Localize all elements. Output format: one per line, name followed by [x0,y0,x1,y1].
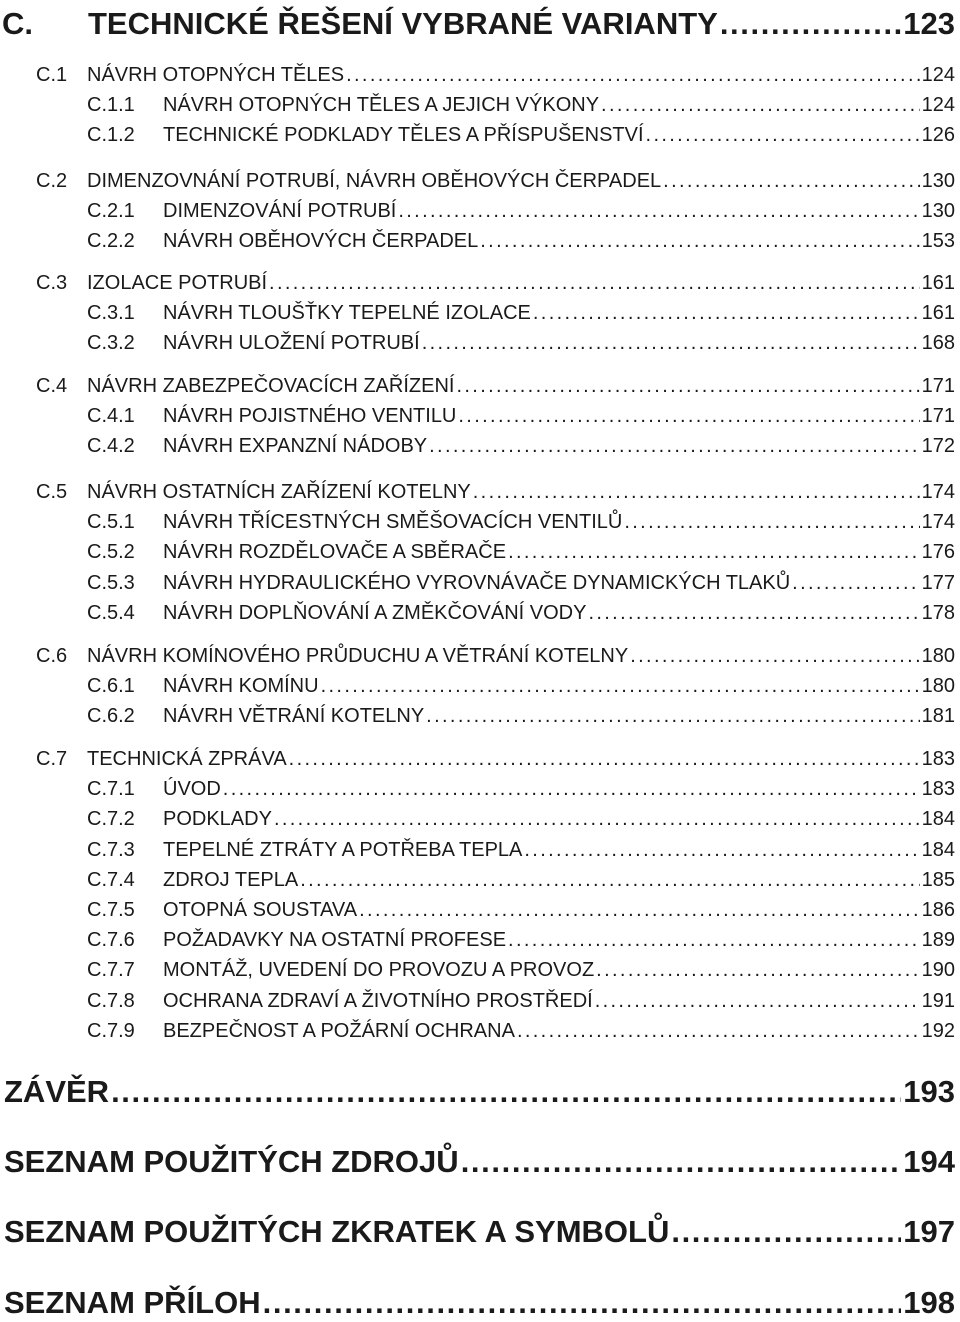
toc-entry-title: PODKLADY [163,808,272,831]
toc-entry-number: C.5.3 [87,571,135,594]
toc-page-number: 130 [921,170,955,192]
toc-page-number: 174 [921,511,955,534]
toc-entry-number: C.3.2 [87,332,135,355]
toc-entry-title: NÁVRH KOMÍNOVÉHO PRŮDUCHU A VĚTRÁNÍ KOTELNY [87,645,629,667]
toc-page-number: 171 [921,405,955,428]
toc-entry-number: C.2.2 [87,230,135,253]
dot-leader [359,899,920,922]
toc-entry-title: NÁVRH OTOPNÝCH TĚLES A JEJICH VÝKONY [163,94,600,117]
toc-subsection-row[interactable] [0,541,955,564]
toc-section-row[interactable] [0,748,955,771]
dot-leader [508,541,920,564]
toc-subsection-row[interactable] [0,511,955,534]
toc-entry-title: BEZPEČNOST A POŽÁRNÍ OCHRANA [163,1019,515,1042]
toc-entry-title: ZÁVĚR [4,1074,110,1109]
toc-backmatter-row[interactable] [0,1074,955,1110]
toc-page-number: 172 [921,435,955,458]
toc-subsection-row[interactable] [0,200,955,223]
toc-entry-title: NÁVRH TLOUŠŤKY TEPELNÉ IZOLACE [163,302,531,325]
toc-entry-number: C.4.2 [87,435,135,458]
toc-page-number: 191 [921,989,955,1012]
dot-leader [720,6,901,42]
toc-subsection-row[interactable] [0,405,955,428]
toc-entry-number: C.7.5 [87,899,135,921]
toc-page-number: 178 [921,601,955,624]
toc-page-number: 176 [921,541,955,564]
dot-leader [223,778,920,801]
toc-subsection-row[interactable] [0,899,955,922]
toc-subsection-row[interactable] [0,572,955,595]
dot-leader [517,1020,920,1043]
dot-leader [269,272,920,295]
toc-page-number: 126 [921,124,955,147]
dot-leader [398,200,919,223]
toc-entry-number: C.6.2 [87,705,135,728]
dot-leader [346,64,920,87]
toc-subsection-row[interactable] [0,94,955,117]
toc-entry-number: C.7.1 [87,778,135,801]
dot-leader [663,170,919,193]
toc-entry-title: POŽADAVKY NA OSTATNÍ PROFESE [163,929,507,952]
toc-entry-number: C.3 [36,272,68,294]
dot-leader [300,869,919,892]
toc-entry-title: SEZNAM PŘÍLOH [4,1285,261,1320]
toc-section-row[interactable] [0,64,955,87]
toc-entry-number: C.6.1 [87,675,135,698]
toc-entry-title: ÚVOD [163,778,221,801]
toc-subsection-row[interactable] [0,959,955,982]
toc-subsection-row[interactable] [0,1020,955,1043]
toc-page-number: 124 [921,64,955,86]
toc-entry-number: C.7 [36,748,68,770]
toc-page-number: 177 [921,571,955,594]
toc-page-number: 186 [921,899,955,921]
toc-entry-title: TECHNICKÁ ZPRÁVA [87,748,287,770]
toc-page-number: 171 [921,375,955,397]
toc-entry-title: TEPELNÉ ZTRÁTY A POTŘEBA TEPLA [163,838,523,861]
toc-entry-title: OTOPNÁ SOUSTAVA [163,899,358,921]
toc-entry-number: C.2.1 [87,200,135,223]
dot-leader [646,124,920,147]
toc-page-number: 181 [921,705,955,728]
toc-subsection-row[interactable] [0,230,955,253]
toc-entry-title: NÁVRH KOMÍNU [163,675,319,698]
toc-section-row[interactable] [0,481,955,504]
toc-page-number: 174 [921,481,955,503]
toc-page-number: 185 [921,868,955,891]
toc-entry-number: C.7.2 [87,808,135,831]
toc-subsection-row[interactable] [0,602,955,625]
toc-entry-number: C.5.1 [87,511,135,534]
toc-page-number: 180 [921,675,955,698]
dot-leader [289,748,920,771]
toc-page-number: 168 [921,332,955,355]
toc-backmatter-row[interactable] [0,1144,955,1180]
toc-page-number: 161 [921,272,955,294]
dot-leader [458,405,919,428]
toc-entry-number: C.7.4 [87,868,135,891]
toc-section-row[interactable] [0,272,955,295]
toc-page-number: 183 [921,748,955,770]
dot-leader [533,302,920,325]
toc-subsection-row[interactable] [0,808,955,831]
toc-section-row[interactable] [0,645,955,668]
toc-page-number: 193 [903,1074,955,1109]
dot-leader [422,332,920,355]
dot-leader [473,481,920,504]
dot-leader [429,435,920,458]
toc-entry-number: C.5.2 [87,541,135,564]
toc-entry-title: NÁVRH ULOŽENÍ POTRUBÍ [163,332,420,355]
toc-page-number: 153 [921,230,955,253]
dot-leader [263,1285,902,1321]
toc-page-number: 130 [921,200,955,223]
toc-entry-title: NÁVRH POJISTNÉHO VENTILU [163,405,457,428]
dot-leader [630,645,919,668]
dot-leader [480,230,919,253]
toc-section-row[interactable] [0,375,955,398]
toc-page-number: 184 [921,838,955,861]
toc-entry-title: TECHNICKÉ PODKLADY TĚLES A PŘÍSPUŠENSTVÍ [163,124,644,147]
toc-entry-number: C.7.8 [87,989,135,1012]
toc-entry-number: C.3.1 [87,302,135,325]
toc-entry-title: MONTÁŽ, UVEDENÍ DO PROVOZU A PROVOZ [163,959,595,982]
toc-entry-number: C.7.7 [87,959,135,982]
toc-subsection-row[interactable] [0,124,955,147]
toc-page-number: 180 [921,645,955,667]
toc-entry-title: NÁVRH HYDRAULICKÉHO VYROVNÁVAČE DYNAMICKÝCH TLAKŮ [163,571,791,594]
dot-leader [456,375,919,398]
toc-entry-title: NÁVRH DOPLŇOVÁNÍ A ZMĚKČOVÁNÍ VODY [163,601,587,624]
dot-leader [321,675,920,698]
toc-entry-title: SEZNAM POUŽITÝCH ZDROJŮ [4,1144,459,1179]
toc-page-number: 198 [903,1285,955,1320]
dot-leader [792,572,919,595]
toc-entry-title: NÁVRH OTOPNÝCH TĚLES [87,64,345,86]
toc-subsection-row[interactable] [0,675,955,698]
toc-chapter-heading[interactable] [0,6,955,42]
toc-page-number: 183 [921,778,955,801]
toc-subsection-row[interactable] [0,839,955,862]
toc-backmatter-row[interactable] [0,1214,955,1250]
toc-entry-title: NÁVRH ZABEZPEČOVACÍCH ZAŘÍZENÍ [87,375,455,397]
chapter-page-number: 123 [903,6,955,41]
toc-entry-number: C.7.3 [87,838,135,861]
toc-entry-number: C.5 [36,481,68,503]
toc-subsection-row[interactable] [0,929,955,952]
toc-entry-title: ZDROJ TEPLA [163,868,299,891]
dot-leader [461,1144,902,1180]
toc-page-number: 194 [903,1144,955,1179]
toc-entry-number: C.7.6 [87,929,135,952]
toc-entry-title: DIMENZOVNÁNÍ POTRUBÍ, NÁVRH OBĚHOVÝCH ČERPADEL [87,170,662,192]
toc-entry-number: C.1.1 [87,94,135,117]
toc-page-number: 124 [921,94,955,117]
toc-subsection-row[interactable] [0,705,955,728]
toc-backmatter-row[interactable] [0,1285,955,1321]
toc-subsection-row[interactable] [0,435,955,458]
toc-page-number: 184 [921,808,955,831]
toc-entry-number: C.6 [36,645,68,667]
dot-leader [624,511,919,534]
toc-entry-number: C.1 [36,64,68,86]
toc-subsection-row[interactable] [0,869,955,892]
toc-page-number: 189 [921,929,955,952]
dot-leader [111,1074,901,1110]
dot-leader [601,94,920,117]
toc-entry-number: C.2 [36,170,68,192]
toc-page-number: 197 [903,1214,955,1249]
dot-leader [588,602,919,625]
toc-page-number: 161 [921,302,955,325]
toc-entry-title: NÁVRH OBĚHOVÝCH ČERPADEL [163,230,479,253]
toc-subsection-row[interactable] [0,778,955,801]
toc-entry-title: NÁVRH ROZDĚLOVAČE A SBĚRAČE [163,541,507,564]
toc-page-number: 192 [921,1019,955,1042]
toc-entry-title: NÁVRH OSTATNÍCH ZAŘÍZENÍ KOTELNY [87,481,471,503]
dot-leader [596,959,919,982]
toc-entry-title: NÁVRH EXPANZNÍ NÁDOBY [163,435,428,458]
toc-entry-title: NÁVRH TŘÍCESTNÝCH SMĚŠOVACÍCH VENTILŮ [163,511,623,534]
toc-subsection-row[interactable] [0,332,955,355]
toc-subsection-row[interactable] [0,302,955,325]
toc-entry-title: DIMENZOVÁNÍ POTRUBÍ [163,200,397,223]
dot-leader [274,808,920,831]
toc-entry-title: OCHRANA ZDRAVÍ A ŽIVOTNÍHO PROSTŘEDÍ [163,989,593,1012]
chapter-title: TECHNICKÉ ŘEŠENÍ VYBRANÉ VARIANTY [88,6,718,41]
toc-entry-number: C.4.1 [87,405,135,428]
toc-entry-number: C.7.9 [87,1019,135,1042]
toc-entry-title: NÁVRH VĚTRÁNÍ KOTELNY [163,705,425,728]
toc-entry-title: SEZNAM POUŽITÝCH ZKRATEK A SYMBOLŮ [4,1214,670,1249]
toc-entry-number: C.1.2 [87,124,135,147]
toc-entry-number: C.5.4 [87,601,135,624]
dot-leader [426,705,919,728]
dot-leader [524,839,919,862]
toc-entry-title: IZOLACE POTRUBÍ [87,272,268,294]
dot-leader [595,990,920,1013]
dot-leader [508,929,920,952]
toc-subsection-row[interactable] [0,990,955,1013]
chapter-number: C. [2,6,33,41]
toc-entry-number: C.4 [36,375,68,397]
toc-page-number: 190 [921,959,955,982]
dot-leader [671,1214,901,1250]
toc-section-row[interactable] [0,170,955,193]
